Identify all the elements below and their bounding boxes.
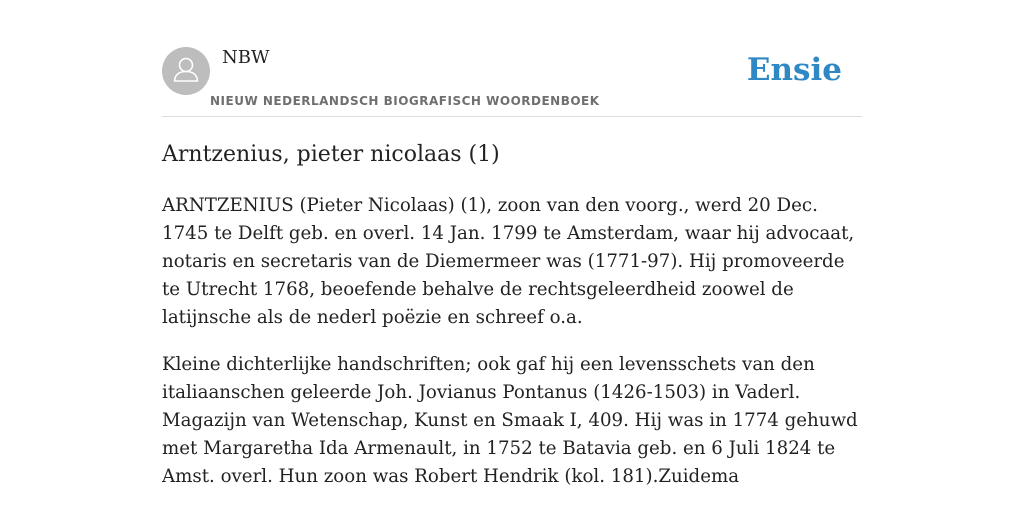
user-avatar-icon: [162, 47, 210, 95]
author-name[interactable]: NBW: [222, 47, 270, 68]
article-paragraph: ARNTZENIUS (Pieter Nicolaas) (1), zoon van den voorg., werd 20 Dec. 1745 te Delft geb. en overl. 14 Jan. 1799 te Amsterdam, waar hij advocaat, notaris en secretaris van de Diemermeer was (1771-97). Hij promoveerde te Utrecht 1768, beoefende behalve de rechtsgeleerdheid zoowel de latijnsche als de nederl poëzie en schreef o.a.: [162, 195, 855, 328]
brand-logo[interactable]: Ensie: [746, 52, 842, 88]
article-title: Arntzenius, pieter nicolaas (1): [162, 142, 500, 167]
header: [162, 46, 862, 117]
article-body: [162, 192, 862, 510]
article-paragraph: Kleine dichterlijke handschriften; ook gaf hij een levensschets van den italiaanschen geleerde Joh. Jovianus Pontanus (1426-1503) in Vaderl. Magazijn van Wetenschap, Kunst en Smaak I, 409. Hij was in 1774 gehuwd met Margaretha Ida Armenault, in 1752 te Batavia geb. en 6 Juli 1824 te Amst. overl. Hun zoon was Robert Hendrik (kol. 181).Zuidema: [162, 354, 858, 487]
avatar[interactable]: [162, 47, 210, 95]
source-subtitle: NIEUW NEDERLANDSCH BIOGRAFISCH WOORDENBOEK: [210, 94, 600, 108]
